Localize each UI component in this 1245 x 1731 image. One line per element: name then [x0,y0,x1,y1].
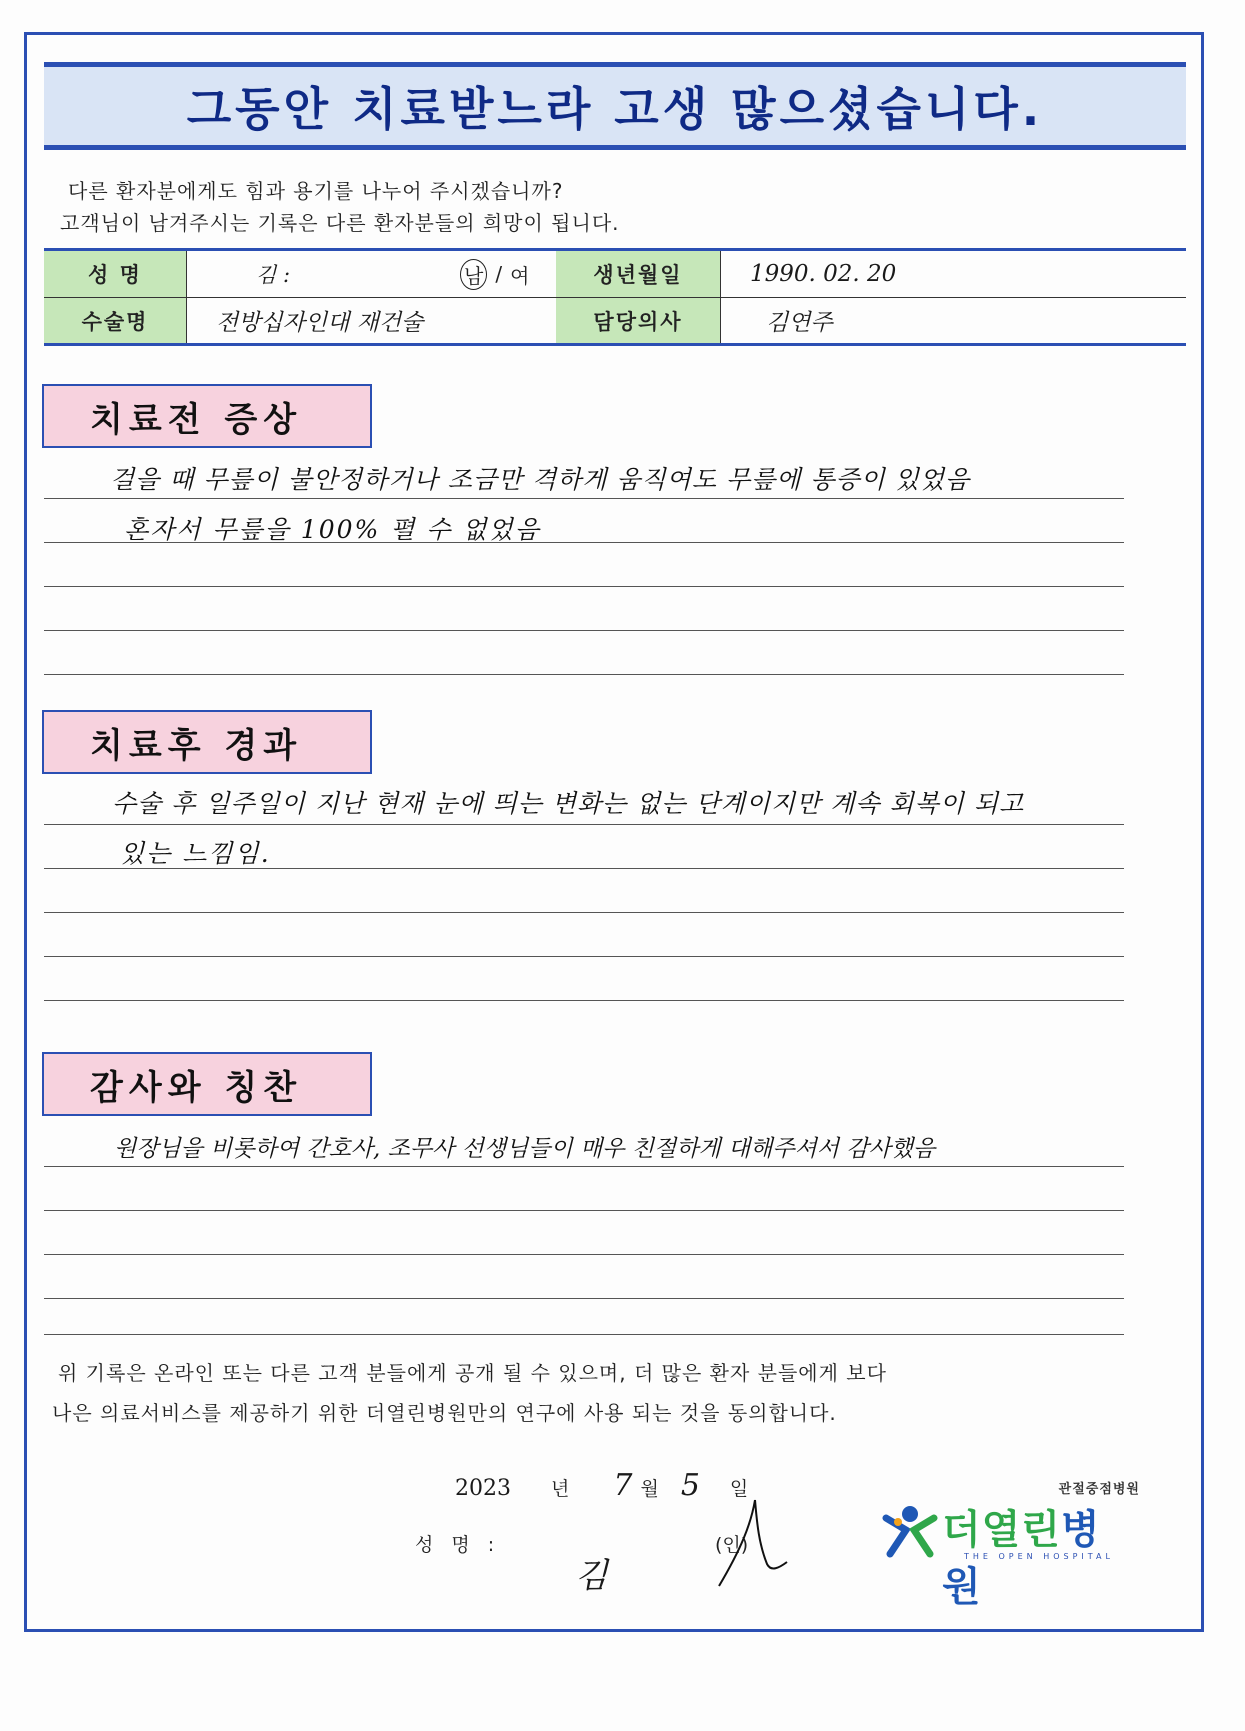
consent-line-2: 나은 의료서비스를 제공하기 위한 더열린병원만의 연구에 사용 되는 것을 동의합니다. [52,1401,837,1425]
consent-line-1: 위 기록은 온라인 또는 다른 고객 분들에게 공개 될 수 있으며, 더 많은 환자 분들에게 보다 [58,1361,887,1385]
ruled-line [44,674,1124,675]
before-treatment-text-1: 걸을 때 무릎이 불안정하거나 조금만 격하게 움직여도 무릎에 통증이 있었음 [110,465,971,494]
sex-field [460,251,556,297]
thanks-text-1: 원장님을 비롯하여 간호사, 조무사 선생님들이 매우 친절하게 대해주셔서 감사했음 [114,1136,936,1162]
after-treatment-heading: 치료후 경과 [42,710,372,774]
intro-text [60,175,620,239]
ruled-line [44,1298,1124,1299]
date-year: 2023 [455,1476,511,1501]
hospital-logo [880,1478,1140,1610]
intro-line-1: 다른 환자분에게도 힘과 용기를 나누어 주시겠습니까? [68,179,564,203]
date-line [455,1468,748,1503]
ruled-line [44,956,1124,957]
surgery-label: 수술명 [44,298,186,343]
hospital-english-name: THE OPEN HOSPITAL [964,1552,1114,1561]
hospital-tagline: 관절중점병원 [1058,1482,1140,1497]
sex-female-option: 여 [510,263,530,288]
date-day: 5 [680,1468,700,1503]
ruled-line [44,1334,1124,1335]
after-treatment-text-2: 있는 느낌임. [120,839,271,868]
signature-label: 성 명 : [415,1534,501,1556]
doctor-value: 김연주 [766,310,833,336]
ruled-line [44,1210,1124,1211]
signature-seal: (인) [715,1534,749,1556]
doctor-label: 담당의사 [556,298,720,343]
ruled-line [44,824,1124,825]
thanks-heading: 감사와 칭찬 [42,1052,372,1116]
sex-male-option: 남 [460,259,487,290]
ruled-line [44,1000,1124,1001]
ruled-line [44,630,1124,631]
consent-text [52,1353,887,1433]
date-month: 7 [613,1468,633,1503]
date-year-unit: 년 [551,1478,570,1500]
intro-line-2: 고객님이 남겨주시는 기록은 다른 환자분들의 희망이 됩니다. [60,211,620,235]
ruled-line [44,1254,1124,1255]
hospital-name-green: 더열린 [942,1507,1061,1553]
name-label: 성 명 [44,251,186,297]
birth-value: 1990. 02. 20 [750,261,897,287]
signature-name: 김 [575,1556,608,1596]
ruled-line [44,1166,1124,1167]
signature-block [415,1530,749,1596]
date-month-unit: 월 [640,1478,659,1500]
hospital-name-blue: 병원 [942,1507,1101,1610]
before-treatment-heading: 치료전 증상 [42,384,372,448]
name-value: 김 : [256,263,291,287]
ruled-line [44,586,1124,587]
banner-title: 그동안 치료받느라 고생 많으셨습니다. [186,82,1044,136]
before-treatment-text-2: 혼자서 무릎을 100% 펼 수 없었음 [124,515,541,544]
ruled-line [44,498,1124,499]
patient-info-table [44,248,1186,346]
hospital-emblem-icon [880,1500,940,1560]
birth-label: 생년월일 [556,251,720,297]
title-banner [44,62,1186,150]
surgery-value: 전방십자인대 재건술 [216,310,424,336]
ruled-line [44,912,1124,913]
signature-scribble [711,1494,801,1594]
date-day-unit: 일 [729,1478,749,1500]
after-treatment-text-1: 수술 후 일주일이 지난 현재 눈에 띄는 변화는 없는 단계이지만 계속 회복이 되고 [112,789,1025,818]
sex-separator: / [495,262,503,286]
